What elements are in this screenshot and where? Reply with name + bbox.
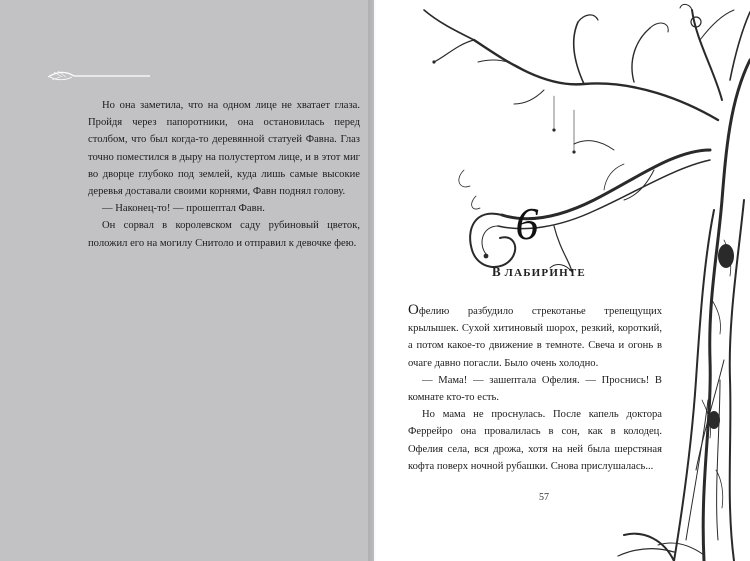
paragraph: — Мама! — зашептала Офелия. — Проснись! В комнате кто-то есть. (408, 374, 662, 404)
paragraph: Он сорвал в королевском саду рубиновый цветок, положил его на могилу Снитоло и отправил к девочке фею. (88, 220, 360, 249)
drop-letter: О (408, 302, 419, 318)
chapter-title-first-letter: В (492, 264, 501, 279)
feather-icon (44, 68, 154, 84)
chapter-title (484, 264, 594, 280)
paragraph: Но мама не проснулась. После капель доктора Феррейро она провалилась в сон, как в колодец. Офелия села, вся дрожа, хотя на ней была шерстяная кофта поверх ночной рубашки. Снова прислушалась... (408, 409, 662, 472)
left-page (0, 0, 374, 561)
book-gutter (368, 0, 382, 561)
paragraph-rest: фелию разбудило стрекотанье трепещущих крылышек. Сухой хитиновый шорох, резкий, короткий, а потом какое-то движение в темноте. Свеча и огонь в очаге давно погасли. Было очень холодно. (408, 306, 662, 369)
paragraph: Но она заметила, что на одном лице не хватает глаза. Пройдя через папоротники, она остановилась перед столбом, что был когда-то деревянной статуей Фавна. Глаз точно поместился в дыру на полустертом лице, и в этот миг во дворце глубоко под землей, куда лишь самые высокие деревья доставали своими корнями, Фавн поднял голову. (88, 100, 360, 198)
right-page (374, 0, 750, 561)
paragraph: — Наконец-то! — прошептал Фавн. (102, 203, 265, 215)
right-page-text (408, 303, 662, 475)
left-page-text (88, 97, 360, 252)
chapter-number: 6 (515, 198, 539, 249)
chapter-title-rest: ЛАБИРИНТЕ (500, 267, 586, 279)
page-number: 57 (539, 492, 549, 503)
tree-illustration-icon (374, 0, 750, 561)
paragraph (408, 303, 662, 372)
